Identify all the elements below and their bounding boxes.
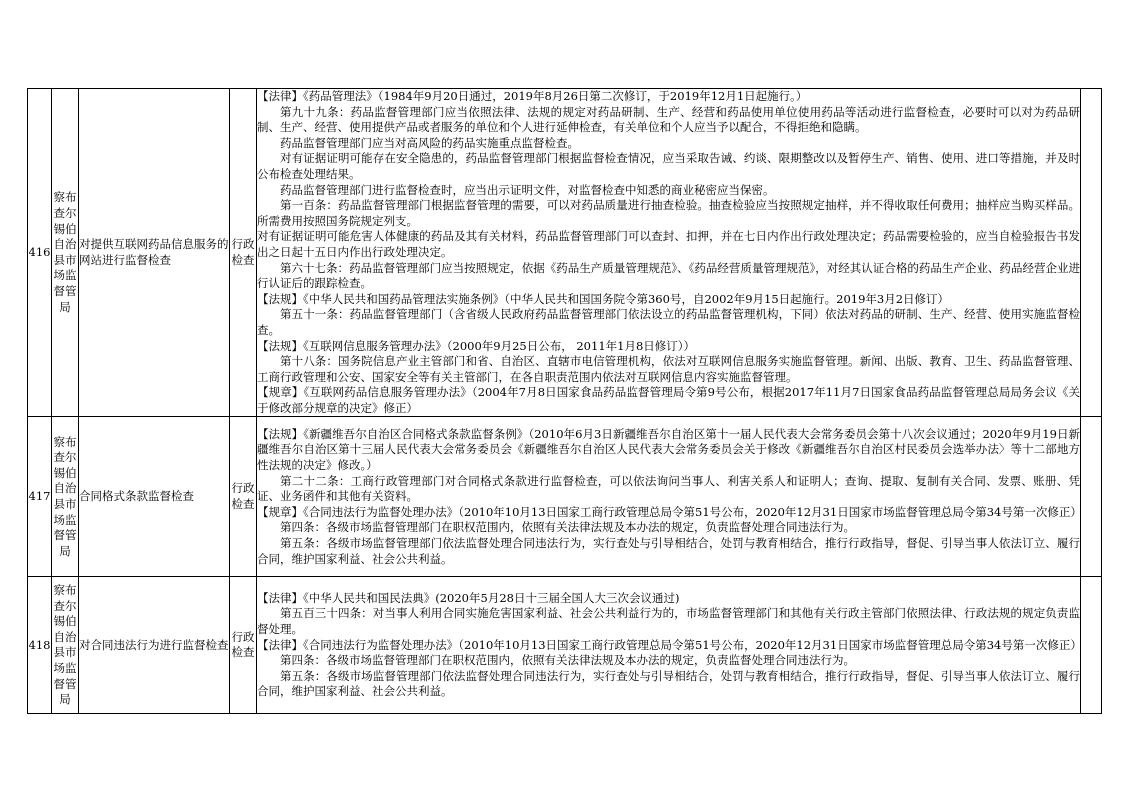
basis-heading: 【法律】《中华人民共和国民法典》(2020年5月28日十三届全国人大三次会议通过) [257, 590, 680, 605]
row-number: 416 [28, 89, 52, 417]
basis-article: 第四条：各级市场监督管理部门在职权范围内，依照有关法律法规及本办法的规定，负责监督处理合同违法行为。 [280, 653, 855, 668]
table-row [28, 89, 1102, 417]
basis-heading: 【法规】《互联网信息服务管理办法》（2000年9月25日公布， 2011年1月8日修订）） [257, 338, 696, 353]
item-type-cell: 行政检查 [230, 577, 257, 714]
row-number: 418 [28, 577, 52, 714]
basis-heading: 【规章】《互联网药品信息服务管理办法》（2004年7月8日国家食品药品监督管理局令第9号公布，根据2017年11月7日国家食品药品监督管理总局局务会议《关于修改部分规章的决定》修正） [257, 385, 1080, 415]
item-type-cell: 行政检查 [230, 417, 257, 577]
basis-heading: 【法规】《中华人民共和国药品管理法实施条例》（中华人民共和国国务院令第360号，自2002年9月15日起施行。2019年3月2日修订） [257, 291, 950, 306]
item-name-cell: 对合同违法行为进行监督检查 [79, 577, 230, 714]
basis-article: 第五十一条：药品监督管理部门（含省级人民政府药品监督管理部门依法设立的药品监督管理机构，下同）依法对药品的研制、生产、经营、使用实施监督检查。 [257, 307, 1080, 337]
remarks-cell [1081, 417, 1102, 577]
basis-heading: 【法规】《新疆维吾尔自治区合同格式条款监督条例》（2010年6月3日新疆维吾尔自治区第十一届人民代表大会常务委员会第十八次会议通过；2020年9月19日新疆维吾尔自治区第十三届人民代表大会常务委员会《新疆维吾尔自治区人民代表大会常务委员会关于修改《新疆维吾尔自治区村民委员会选举办法〉等十二部地方性法规的决定》修改。） [257, 426, 1080, 472]
item-type-cell: 行政检查 [230, 89, 257, 417]
basis-article: 药品监督管理部门进行监督检查时，应当出示证明文件，对监督检查中知悉的商业秘密应当保密。 [280, 182, 775, 197]
power-list-table [27, 88, 1102, 714]
basis-article: 第五条：各级市场监督管理部门依法监督处理合同违法行为，实行查处与引导相结合，处罚与教育相结合，推行行政指导，督促、引导当事人依法订立、履行合同，维护国家利益、社会公共利益。 [257, 535, 1080, 566]
department-cell: 察布查尔锡伯自治县市场监督管局 [52, 89, 79, 417]
basis-article: 对有证据证明可能危害人体健康的药品及其有关材料，药品监督管理部门可以查封、扣押，并在七日内作出行政处理决定；药品需要检验的，应当自检验报告书发出之日起十五日内作出行政处理决定。 [257, 229, 1080, 259]
basis-article: 第四条：各级市场监督管理部门在职权范围内，依照有关法律法规及本办法的规定，负责监督处理合同违法行为。 [280, 520, 855, 535]
basis-article: 对有证据证明可能存在安全隐患的，药品监督管理部门根据监督检查情况，应当采取告诫、约谈、限期整改以及暂停生产、销售、使用、进口等措施，并及时公布检查处理结果。 [257, 151, 1080, 181]
department-cell: 察布查尔锡伯自治县市场监督管局 [52, 417, 79, 577]
department-cell: 察布查尔锡伯自治县市场监督管局 [52, 577, 79, 714]
basis-article: 第九十九条：药品监督管理部门应当依照法律、法规的规定对药品研制、生产、经营和药品使用单位使用药品等活动进行监督检查，必要时可以对为药品研制、生产、经营、使用提供产品或者服务的单位和个人进行延伸检查，有关单位和个人应当予以配合，不得拒绝和隐瞒。 [257, 104, 1080, 135]
legal-basis-cell [257, 89, 1081, 417]
basis-article: 第五条：各级市场监督管理部门依法监督处理合同违法行为，实行查处与引导相结合，处罚与教育相结合，推行行政指导，督促、引导当事人依法订立、履行合同，维护国家利益、社会公共利益。 [257, 668, 1080, 699]
legal-basis-cell [257, 577, 1081, 714]
basis-article: 第二十二条：工商行政管理部门对合同格式条款进行监督检查，可以依法询问当事人、利害关系人和证明人；查询、提取、复制有关合同、发票、账册、凭证、业务函件和其他有关资料。 [257, 473, 1080, 504]
remarks-cell [1081, 577, 1102, 714]
remarks-cell [1081, 89, 1102, 417]
basis-heading: 【规章】《合同违法行为监督处理办法》（2010年10月13日国家工商行政管理总局令第51号公布，2020年12月31日国家市场监督管理总局令第34号第一次修正） [257, 504, 1082, 519]
basis-article: 第五百三十四条：对当事人利用合同实施危害国家利益、社会公共利益行为的，市场监督管理部门和其他有关行政主管部门依照法律、行政法规的规定负责监督处理。 [257, 606, 1080, 637]
table-row [28, 577, 1102, 714]
legal-basis-cell [257, 417, 1081, 577]
basis-article: 药品监督管理部门应当对高风险的药品实施重点监督检查。 [280, 135, 579, 150]
item-name-cell: 合同格式条款监督检查 [79, 417, 230, 577]
basis-article: 第六十七条：药品监督管理部门应当按照规定，依据《药品生产质量管理规范》、《药品经营质量管理规范》，对经其认证合格的药品生产企业、药品经营企业进行认证后的跟踪检查。 [257, 260, 1080, 291]
basis-article: 第十八条：国务院信息产业主管部门和省、自治区、直辖市电信管理机构，依法对互联网信息服务实施监督管理。新闻、出版、教育、卫生、药品监督管理、工商行政管理和公安、国家安全等有关主管部门，在各自职责范围内依法对互联网信息内容实施监督管理。 [257, 354, 1080, 384]
basis-article: 第一百条：药品监督管理部门根据监督管理的需要，可以对药品质量进行抽查检验。抽查检验应当按照规定抽样，并不得收取任何费用；抽样应当购买样品。所需费用按照国务院规定列支。 [257, 198, 1080, 228]
basis-heading: 【法律】《药品管理法》（1984年9月20日通过，2019年8月26日第二次修订，于2019年12月1日起施行。） [257, 89, 808, 103]
basis-heading: 【法律】《合同违法行为监督处理办法》（2010年10月13日国家工商行政管理总局令第51号公布，2020年12月31日国家市场监督管理总局令第34号第一次修正） [257, 637, 1082, 652]
item-name-cell: 对提供互联网药品信息服务的网站进行监督检查 [79, 89, 230, 417]
table-row [28, 417, 1102, 577]
row-number: 417 [28, 417, 52, 577]
